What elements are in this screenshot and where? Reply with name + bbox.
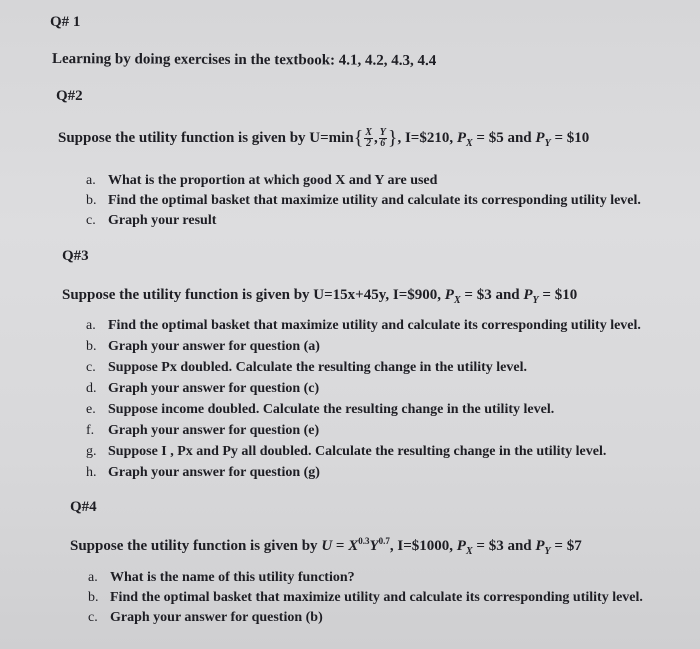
q4-item-a: a. What is the name of this utility function?	[88, 570, 355, 585]
q1-heading: Q# 1	[50, 14, 81, 30]
q4-heading: Q#4	[70, 499, 97, 515]
fraction-y-over-6: $\frac{Y}{6}$	[379, 127, 386, 149]
q2-item-b: b. Find the optimal basket that maximize utility and calculate its corresponding utility level.	[86, 193, 641, 208]
q2-stem: Suppose the utility function is given by U=min{ $\frac{X}{2}$ , $\frac{Y}{6}$ }, I=$210, $P_X$ = $5 and $P_Y$ = $10	[58, 127, 590, 149]
q4-item-b: b. Find the optimal basket that maximize utility and calculate its corresponding utility level.	[88, 590, 643, 605]
q3-item-b: b. Graph your answer for question (a)	[86, 339, 320, 354]
q3-item-g: g. Suppose I , Px and Py all doubled. Calculate the resulting change in the utility level.	[86, 444, 607, 459]
fraction-x-over-2: $\frac{X}{2}$	[365, 127, 372, 149]
q3-item-c: c. Suppose Px doubled. Calculate the resulting change in the utility level.	[86, 360, 527, 375]
q3-item-h: h. Graph your answer for question (g)	[86, 465, 320, 480]
q3-item-e: e. Suppose income doubled. Calculate the resulting change in the utility level.	[86, 402, 555, 417]
q3-item-f: f. Graph your answer for question (e)	[86, 423, 320, 438]
q4-stem: Suppose the utility function is given by $U = X^{0.3}Y^{0.7}$, I=$1000, $P_X$ = $3 and $P_Y$ = $7	[70, 536, 582, 557]
q4-item-c: c. Graph your answer for question (b)	[88, 610, 323, 625]
q2-heading: Q#2	[56, 88, 83, 104]
q3-item-d: d. Graph your answer for question (c)	[86, 381, 320, 396]
q2-item-c: c. Graph your result	[86, 213, 217, 228]
q3-item-a: a. Find the optimal basket that maximize utility and calculate its corresponding utility level.	[86, 318, 641, 333]
q2-item-a: a. What is the proportion at which good X and Y are used	[86, 173, 438, 188]
q3-heading: Q#3	[62, 248, 89, 264]
q1-text: Learning by doing exercises in the textbook: 4.1, 4.2, 4.3, 4.4	[51, 50, 437, 70]
q3-stem: Suppose the utility function is given by U=15x+45y, I=$900, $P_X$ = $3 and $P_Y$ = $10	[62, 287, 578, 306]
